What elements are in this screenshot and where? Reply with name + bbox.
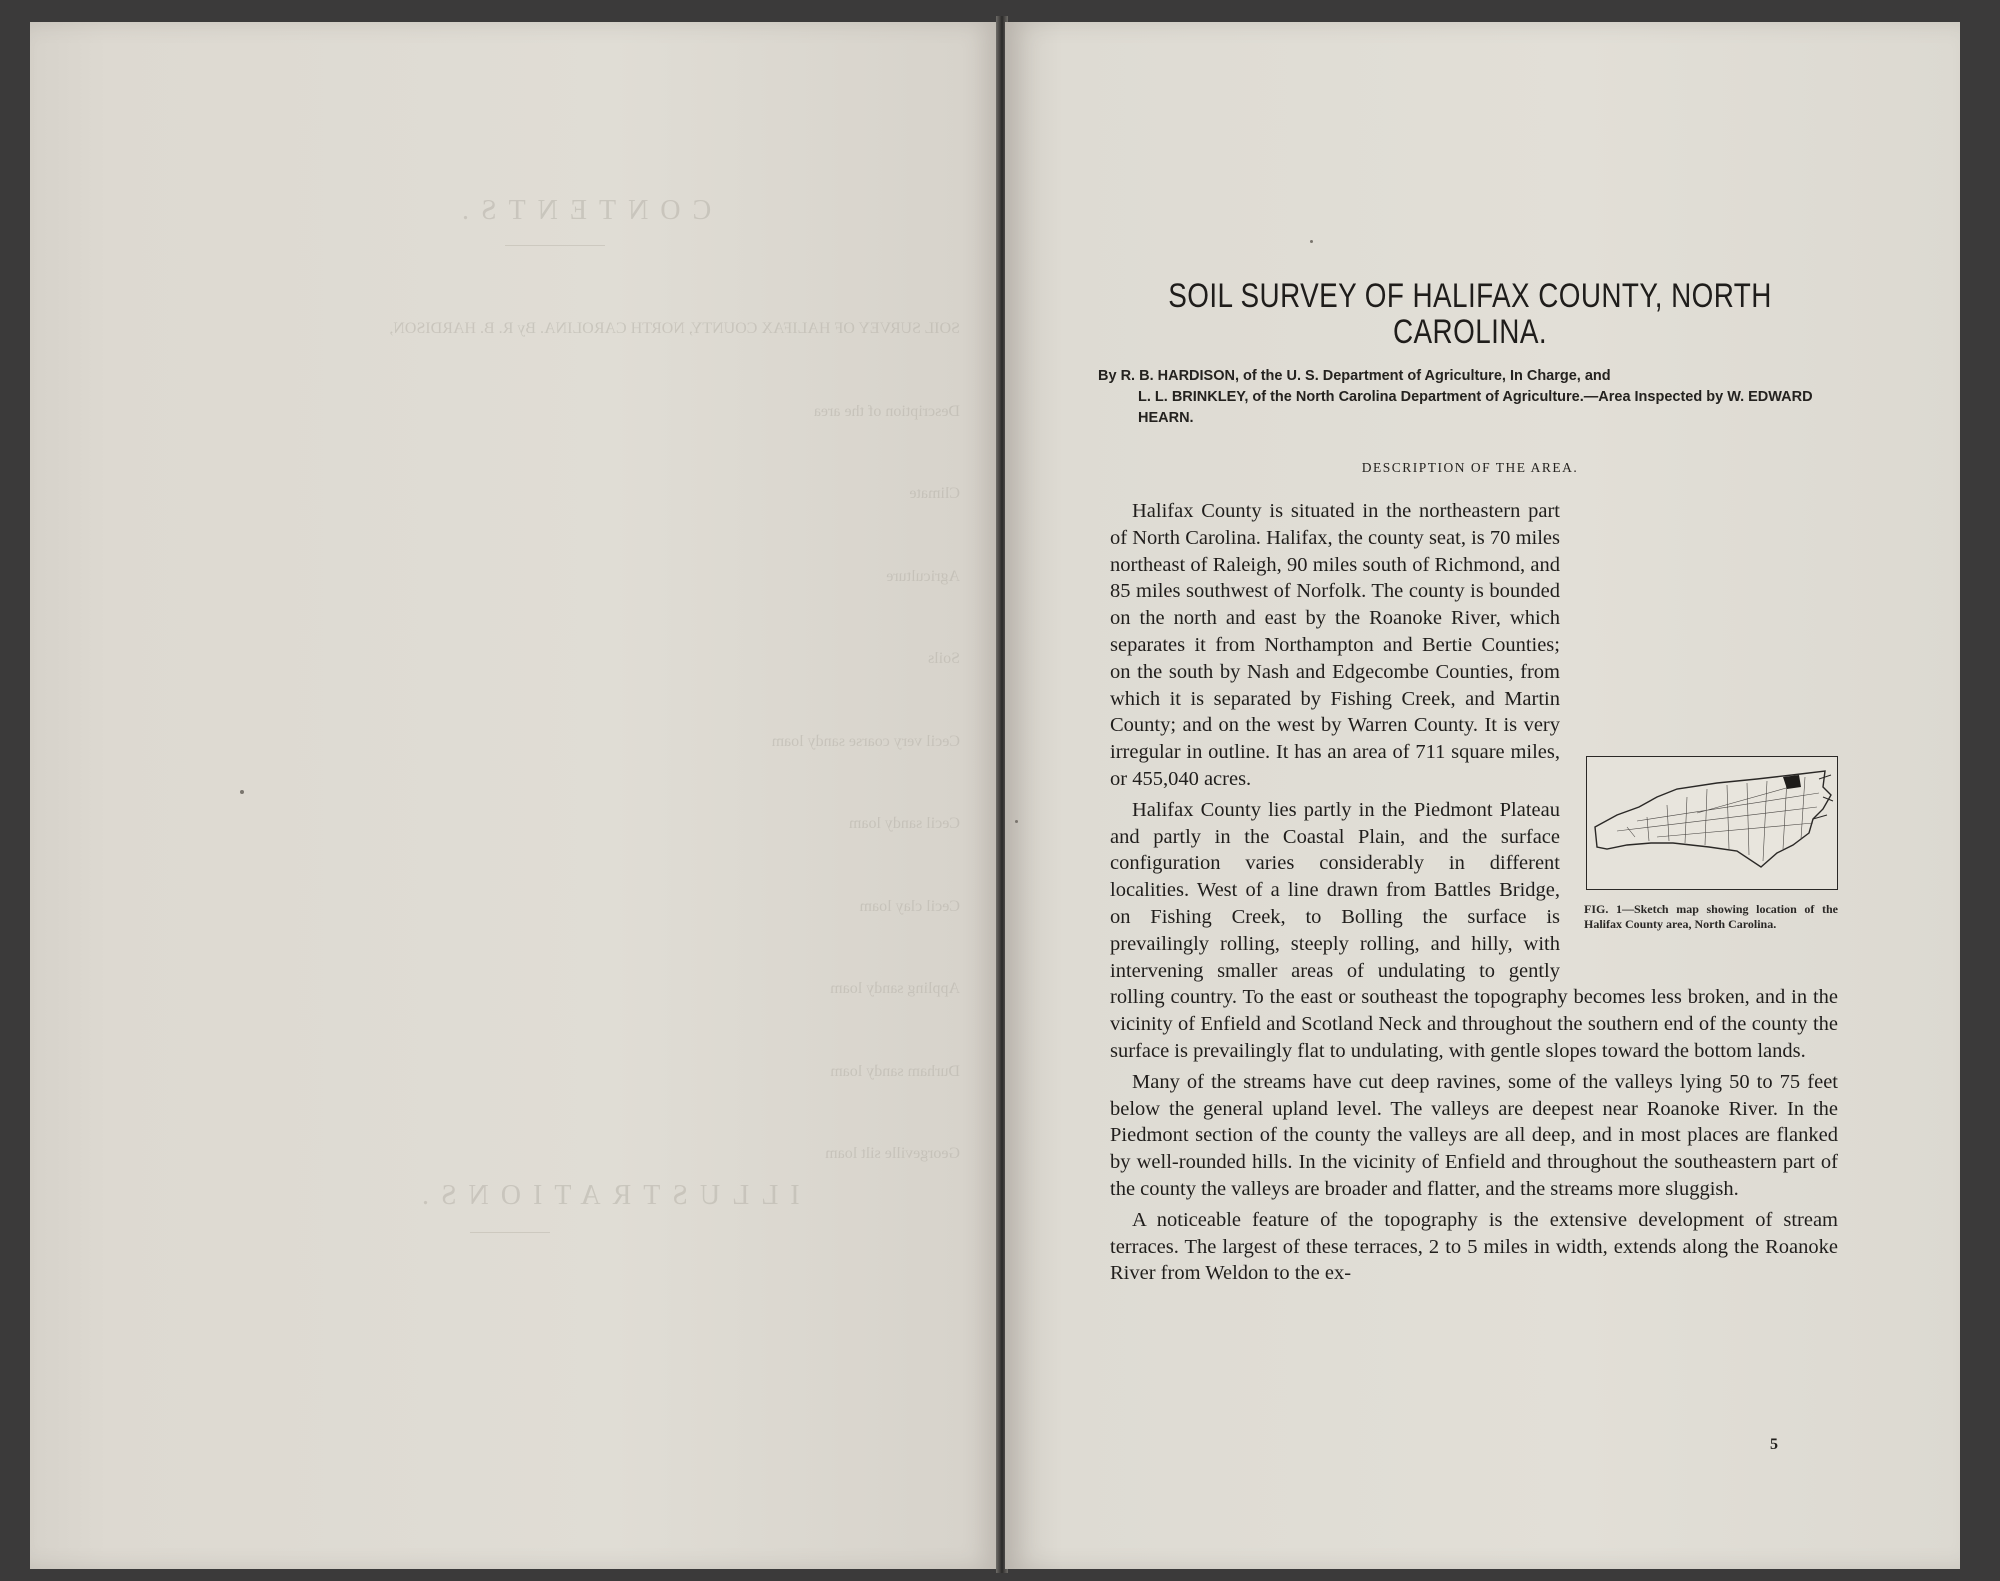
page-number: 5	[1770, 1436, 1778, 1453]
paper-speck	[240, 790, 244, 794]
ghost-rule	[505, 245, 605, 246]
ghost-illustrations-heading: ILLUSTRATIONS.	[410, 1180, 800, 1211]
byline-line-2: L. L. BRINKLEY, of the North Carolina Department of Agriculture.—Area Inspected by W. EDWARD HEARN.	[1138, 389, 1813, 426]
paragraph: Many of the streams have cut deep ravines, some of the valleys lying 50 to 75 feet below the general upland level. The valleys are deepest near Roanoke River. In the Piedmont section of the county the valleys are all deep, and in most places are flanked by well-rounded hills. In the vicinity of Enfield and throughout the southeastern part of the county the valleys are broader and flatter, and the streams more sluggish.	[1110, 1070, 1838, 1200]
ghost-rule	[470, 1232, 550, 1233]
figure-1	[1578, 756, 1838, 978]
paragraph: FIG. 1—Sketch map showing location of the Halifax County area, North Carolina. Halifax County is situated in the northeastern part of North Carolina. Halifax, the county seat, is 70 miles northeast of Raleigh, 90 miles south of Richmond, and 85 miles southwest of Norfolk. The county is bounded on the north and east by the Roanoke River, which separates it from Northampton and Bertie Counties; on the south by Nash and Edgecombe Counties, from which it is separated by Fishing Creek, and Martin County; and on the west by Warren County. It is very irregular in outline. It has an area of 711 square miles, or 455,040 acres.	[1110, 498, 1838, 793]
nc-sketch-map	[1586, 756, 1838, 890]
body-text	[1110, 498, 1838, 1287]
paper-speck	[1310, 240, 1313, 243]
nc-map-outline	[1587, 757, 1837, 889]
paper-speck	[1015, 820, 1018, 823]
figure-caption: FIG. 1—Sketch map showing location of the Halifax County area, North Carolina.	[1584, 902, 1838, 931]
byline	[1098, 366, 1846, 429]
paragraph: A noticeable feature of the topography is the extensive development of stream terraces. The largest of these terraces, 2 to 5 miles in width, extends along the Roanoke River from Weldon to the ex-	[1110, 1208, 1838, 1285]
page-title: SOIL SURVEY OF HALIFAX COUNTY, NORTH CAROLINA.	[1168, 277, 1772, 351]
paragraph: Halifax County lies partly in the Piedmont Plateau and partly in the Coastal Plain, and the surface configuration varies considerably in different localities. West of a line drawn from Battles Bridge, on Fishing Creek, to Bolling the surface is prevailingly rolling, steeply rolling, and hilly, with intervening smaller areas of undulating to gently rolling country. To the east or southeast the topography becomes less broken, and in the vicinity of Enfield and Scotland Neck and throughout the southern end of the county the surface is prevailingly flat to undulating, with gentle slopes toward the bottom lands.	[1110, 798, 1838, 1062]
ghost-contents-heading: CONTENTS.	[450, 195, 712, 226]
section-heading: DESCRIPTION OF THE AREA.	[1361, 460, 1579, 475]
ghost-contents-list: SOIL SURVEY OF HALIFAX COUNTY, NORTH CAROLINA. By R. B. HARDISON, Description of the area Climate Agriculture Soils Cecil very coarse sandy loam Cecil sandy loam Cecil clay loam Appling sandy loam Durham sandy loam Georgeville silt loam	[389, 320, 960, 1162]
byline-line-1: By R. B. HARDISON, of the U. S. Department of Agriculture, In Charge, and	[1098, 368, 1611, 384]
